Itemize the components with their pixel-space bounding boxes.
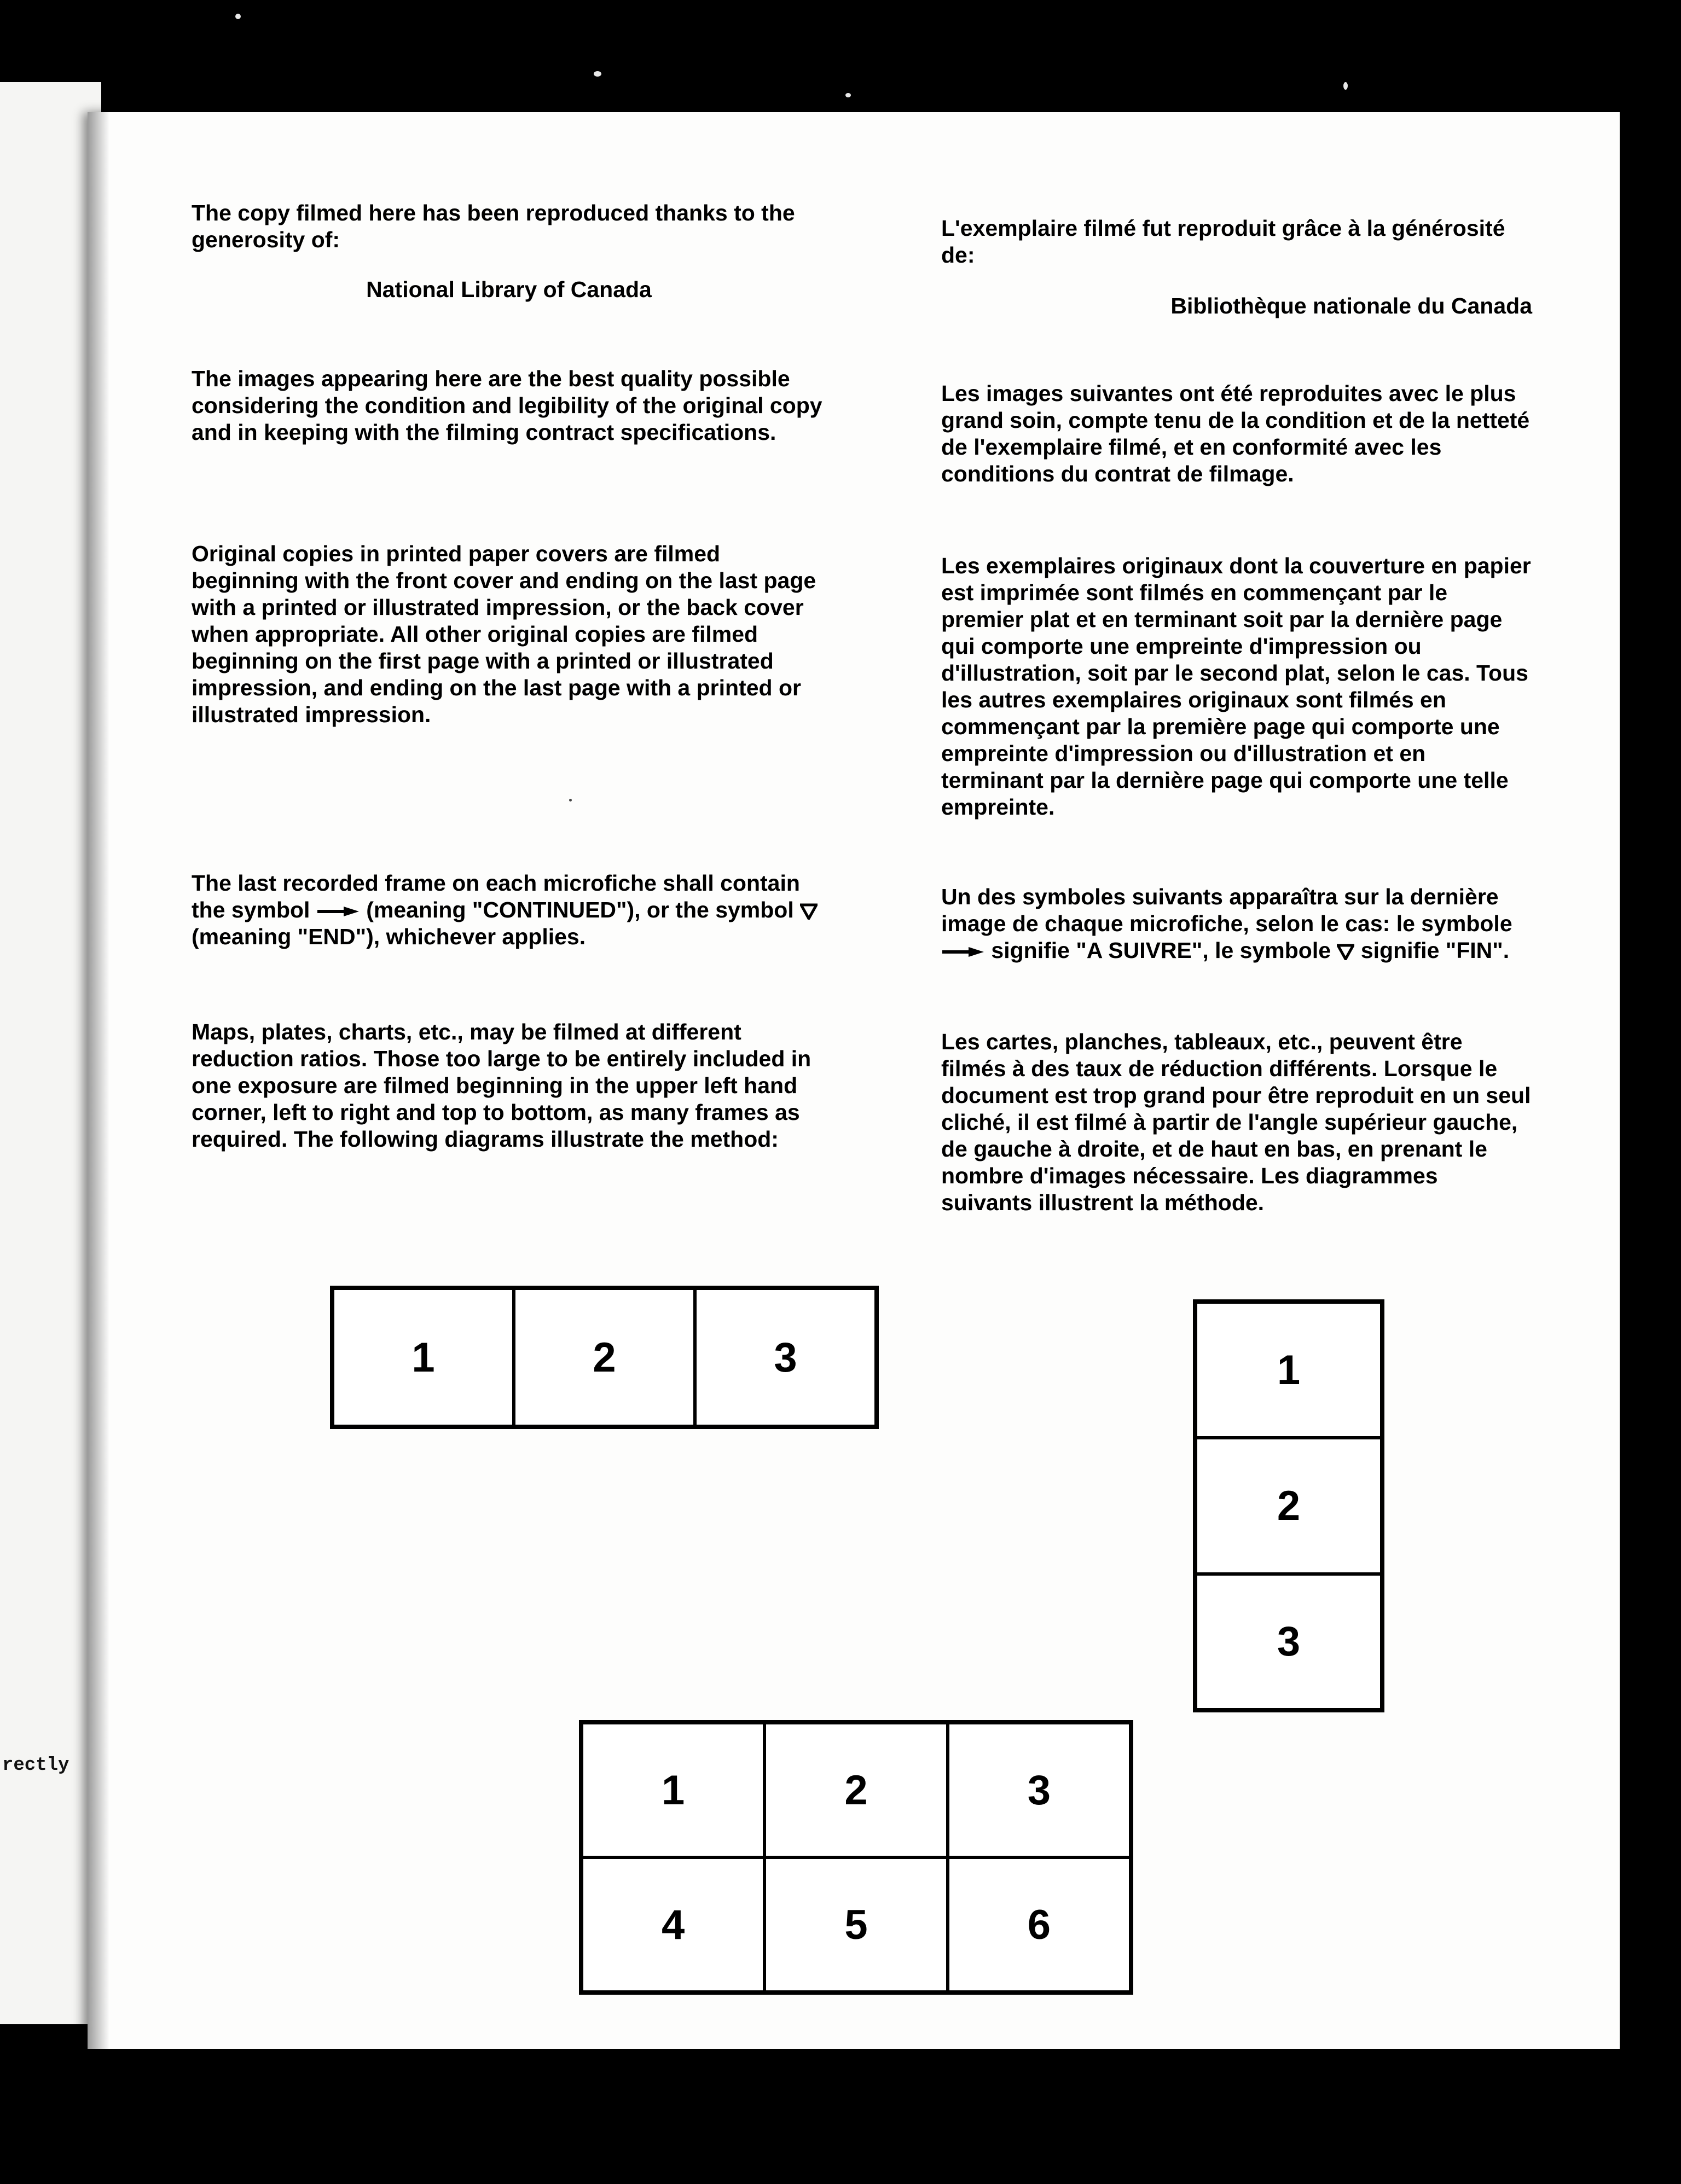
french-symbols [941,884,1532,964]
english-institution: National Library of Canada [366,277,652,302]
english-institution-block [192,276,826,303]
diagram-cell: 3 [1196,1574,1382,1710]
film-speck [235,14,241,19]
arrow-right-icon [316,906,360,917]
diagram-vertical-strip [1193,1299,1384,1712]
french-originals-block [941,553,1532,821]
diagram-cell: 1 [1196,1302,1382,1438]
french-symbols-text-b: signifie "A SUIVRE", le symbole [991,938,1331,963]
english-maps-block [192,1019,826,1153]
diagram-cell: 1 [333,1288,514,1426]
french-quality-block [941,380,1532,487]
french-intro: L'exemplaire filmé fut reproduit grâce à la générosité de: [941,216,1505,268]
diagram-cell: 3 [695,1288,876,1426]
film-speck [1343,82,1348,90]
french-institution-block [941,293,1532,320]
diagram-grid [579,1720,1133,1995]
arrow-right-icon [941,946,985,957]
film-speck [569,799,572,801]
english-symbols [192,870,826,950]
diagram-cell: 3 [948,1723,1131,1857]
previous-page-edge [0,82,101,2024]
film-speck [845,93,851,97]
french-maps-block [941,1029,1532,1216]
french-intro-block [941,215,1532,269]
english-originals: Original copies in printed paper covers are filmed beginning with the front cover and ending on the last page with a printed or illustrated impression, or the back cover when appropriate. All other original copies are filmed beginning on the first page with a printed or illustrated impression, and ending on the last page with a printed or illustrated impression. [192,541,816,727]
english-maps: Maps, plates, charts, etc., may be filmed at different reduction ratios. Those too large to be entirely included in one exposure are filmed beginning in the upper left hand corner, left to right and top to bottom, as many frames as required. The following diagrams illustrate the method: [192,1019,811,1152]
english-symbols-block [192,870,826,950]
page-fold-shadow [88,112,109,2049]
english-quality-block [192,365,826,446]
diagram-cell: 6 [948,1857,1131,1992]
english-quality: The images appearing here are the best quality possible considering the condition and legibility of the original copy and in keeping with the filming contract specifications. [192,366,822,445]
film-speck [594,71,601,77]
english-symbols-text-c: (meaning "END"), whichever applies. [192,924,586,949]
diagram-horizontal-strip [330,1286,879,1429]
diagram-cell: 2 [764,1723,947,1857]
french-maps: Les cartes, planches, tableaux, etc., peuvent être filmés à des taux de réduction différents. Lorsque le document est trop grand pour être reproduit en un seul cliché, il est filmé à partir de l'angle supérieur gauche, de gauche à droite, et de haut en bas, en prenant le nombre d'images nécessaire. Les diagrammes suivants illustrent la méthode. [941,1029,1531,1215]
french-symbols-text-c: signifie "FIN". [1360,938,1510,963]
diagram-cell: 2 [1196,1438,1382,1573]
english-symbols-text-b: (meaning "CONTINUED"), or the symbol [366,897,794,922]
triangle-down-icon [1337,944,1354,960]
french-quality: Les images suivantes ont été reproduites avec le plus grand soin, compte tenu de la condition et de la netteté de l'exemplaire filmé, et en conformité avec les conditions du contrat de filmage. [941,381,1530,486]
diagram-cell: 1 [582,1723,764,1857]
english-symbols-text-a: The last recorded frame on each microfiche shall contain the symbol [192,870,800,922]
english-intro: The copy filmed here has been reproduced thanks to the generosity of: [192,200,795,252]
french-symbols-block [941,884,1532,964]
french-institution: Bibliothèque nationale du Canada [1170,293,1532,318]
diagram-cell: 4 [582,1857,764,1992]
previous-page-text: rectly [2,1755,69,1776]
french-symbols-text-a: Un des symboles suivants apparaîtra sur la dernière image de chaque microfiche, selon le cas: le symbole [941,884,1512,936]
diagram-cell: 2 [514,1288,695,1426]
english-intro-block [192,200,826,253]
french-originals: Les exemplaires originaux dont la couverture en papier est imprimée sont filmés en commençant par le premier plat et en terminant soit par la dernière page qui comporte une empreinte d'impression ou d'illustration, soit par le second plat, selon le cas. Tous les autres exemplaires originaux sont filmés en commençant par la première page qui comporte une empreinte d'impression ou d'illustration et en terminant par la dernière page qui comporte une telle empreinte. [941,553,1531,820]
english-originals-block [192,541,826,728]
diagram-cell: 5 [764,1857,947,1992]
triangle-down-icon [800,903,818,920]
